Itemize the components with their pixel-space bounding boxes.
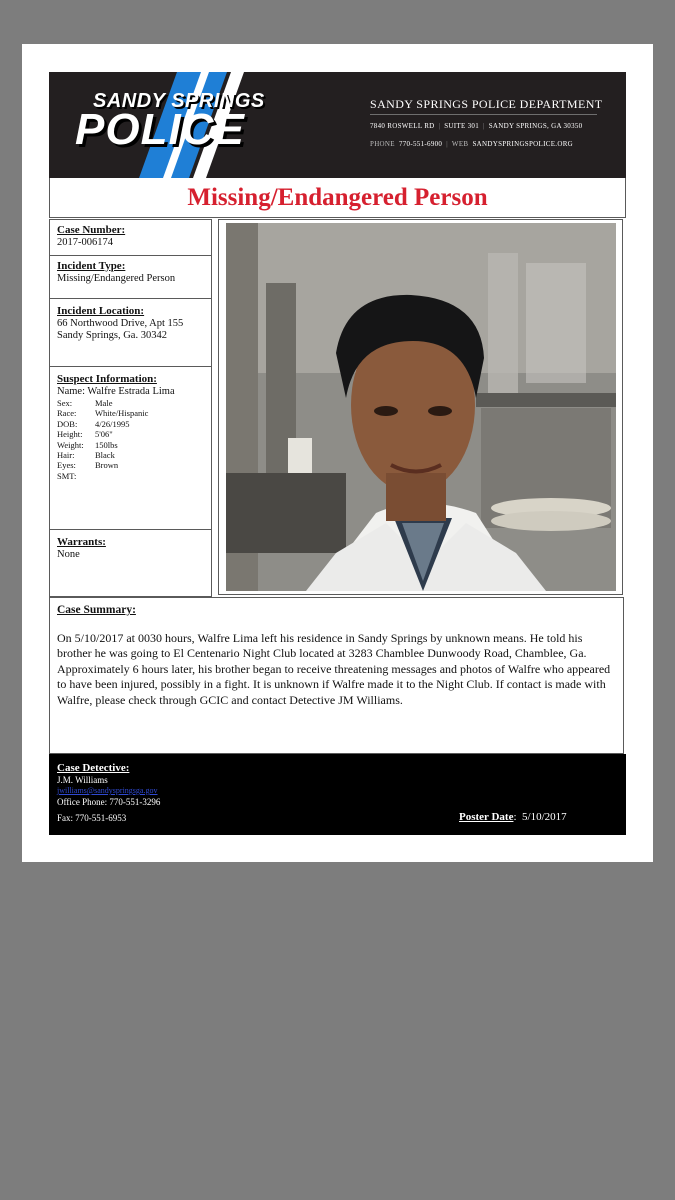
detective-footer	[49, 754, 626, 835]
photo-illustration	[226, 223, 616, 591]
warrants-cell	[49, 529, 212, 597]
detective-office-phone: Office Phone: 770-551-3296	[57, 797, 161, 807]
suspect-info-cell	[49, 366, 212, 530]
department-contact	[370, 140, 573, 148]
incident-type-cell	[49, 255, 212, 299]
suspect-attr-weight: Weight: 150lbs	[57, 439, 118, 450]
incident-type-value: Missing/Endangered Person	[57, 272, 176, 284]
address-separator: |	[438, 122, 441, 130]
poster-date-value: 5/10/2017	[522, 811, 567, 823]
suspect-attr-hair: Hair: Black	[57, 450, 115, 461]
suspect-info-label: Suspect Information:	[57, 373, 157, 385]
department-address	[370, 122, 583, 130]
phone-label: PHONE	[370, 140, 395, 148]
address-street: 7840 ROSWELL RD	[370, 122, 435, 130]
suspect-attr-eyes: Eyes: Brown	[57, 460, 119, 471]
department-phone: 770-551-6900	[398, 140, 443, 148]
poster-title: Missing/Endangered Person	[187, 184, 488, 211]
contact-separator: |	[446, 140, 448, 148]
warrants-label: Warrants:	[57, 536, 106, 548]
suspect-attr-height: Height: 5'06"	[57, 429, 113, 440]
case-summary-text: On 5/10/2017 at 0030 hours, Walfre Lima left his residence in Sandy Springs by unknown means. He told his brother he was going to El Centenario Night Club located at 3283 Chamblee Dunwoody Road, Chamblee, Ga. Approximately 6 hours later, his brother began to receive threatening messages and photos of Walfre who appeared to have been injured, possibly in a fight. It is unknown if Walfre made it to the Night Club. If contact is made with Walfre, please check through GCIC and contact Detective JM Williams.	[57, 630, 611, 707]
poster-date-colon: :	[513, 811, 517, 823]
poster-title-box	[49, 178, 626, 218]
department-divider	[370, 114, 597, 115]
logo-police-wordmark: POLICE	[75, 105, 245, 154]
suspect-attr-smt: SMT:	[57, 470, 77, 481]
department-website: SANDYSPRINGSPOLICE.ORG	[472, 140, 574, 148]
suspect-attr-dob: DOB: 4/26/1995	[57, 418, 130, 429]
warrants-value: None	[57, 548, 80, 560]
logo-city-name: SANDY SPRINGS	[93, 90, 265, 112]
case-summary-label: Case Summary:	[57, 604, 136, 616]
poster-page	[22, 44, 653, 862]
photo-frame	[218, 219, 623, 595]
incident-location-line1: 66 Northwood Drive, Apt 155	[57, 317, 184, 329]
suspect-attr-sex: Sex: Male	[57, 398, 113, 408]
poster-date-label: Poster Date	[459, 811, 514, 823]
case-detective-label: Case Detective:	[57, 762, 130, 774]
address-separator: |	[483, 122, 485, 130]
address-city: SANDY SPRINGS, GA 30350	[488, 122, 583, 130]
case-number-cell	[49, 219, 212, 256]
case-number-value: 2017-006174	[57, 236, 113, 248]
case-summary-box	[49, 597, 624, 754]
detective-name: J.M. Williams	[57, 775, 108, 785]
suspect-attr-race: Race: White/Hispanic	[57, 408, 149, 419]
incident-type-label: Incident Type:	[57, 260, 126, 272]
incident-location-label: Incident Location:	[57, 305, 145, 317]
missing-person-photo	[226, 223, 616, 591]
detective-fax: Fax: 770-551-6953	[57, 813, 127, 823]
detective-email-link[interactable]: jwilliams@sandyspringsga.gov	[57, 786, 158, 795]
incident-location-cell	[49, 298, 212, 367]
web-label: WEB	[451, 140, 469, 148]
address-suite: SUITE 301	[444, 122, 480, 130]
case-number-label: Case Number:	[57, 224, 126, 236]
poster-date	[459, 811, 567, 823]
suspect-name: Name: Walfre Estrada Lima	[57, 385, 175, 397]
police-header-banner	[49, 72, 626, 178]
incident-location-line2: Sandy Springs, Ga. 30342	[57, 330, 167, 341]
department-name: SANDY SPRINGS POLICE DEPARTMENT	[370, 97, 603, 111]
